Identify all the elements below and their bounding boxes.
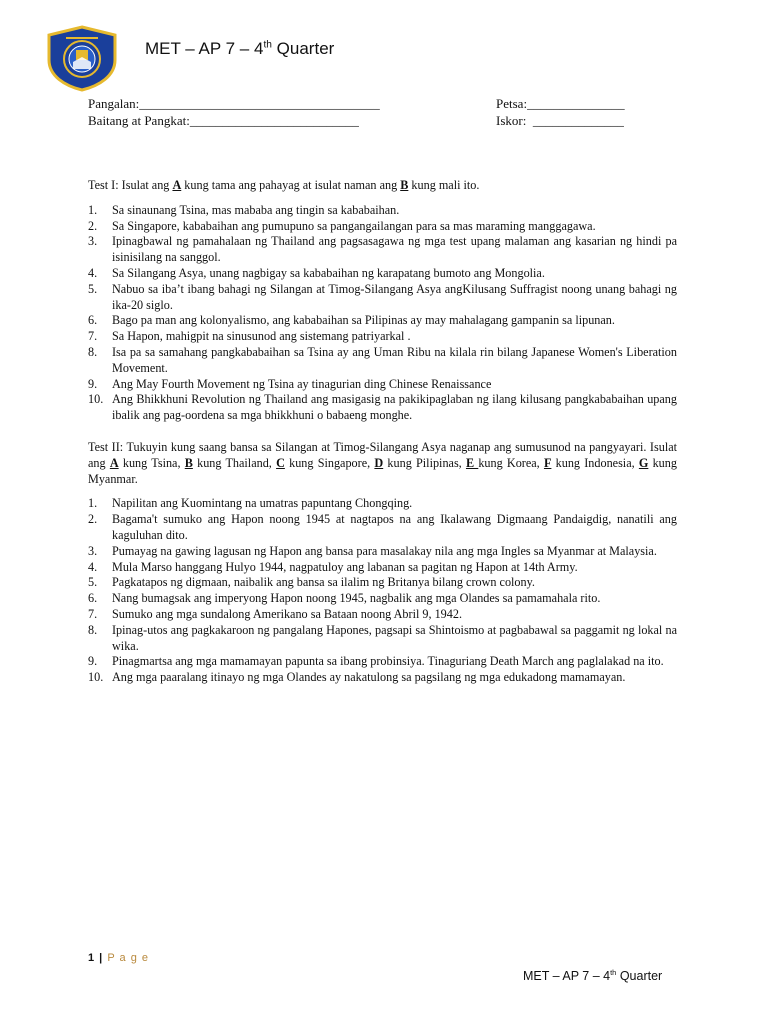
list-item: 4. Sa Silangang Asya, unang nagbigay sa kababaihan ng karapatang bumoto ang Mongolia.	[88, 265, 545, 280]
page-number: 1 | P a g e	[88, 952, 149, 964]
list-item: 1. Napilitan ang Kuomintang na umatras papuntang Chongqing.	[88, 496, 413, 511]
list-item: 3. Ipinagbawal ng pamahalaan ng Thailand ang pagsasagawa ng mga test upang malaman ang kasarian ng hindi pa isinisilang na sanggol.	[88, 234, 677, 265]
list-item: 5. Nabuo sa iba’t ibang bahagi ng Silangan at Timog-Silangang Asya angKilusang Suffragist noong unang bahagi ng ika-20 siglo.	[88, 281, 677, 312]
test2-instructions: Test II: Tukuyin kung saang bansa sa Silangan at Timog-Silangang Asya naganap ang sumusunod na pangyayari. Isulat ang A kung Tsina, B kung Thailand, C kung Singapore, D kung Pilipinas, E kung Korea, F kung Indonesia, G kung Myanmar.	[88, 439, 677, 486]
date-field: Petsa:_______________	[496, 96, 625, 111]
list-item: 2. Sa Singapore, kababaihan ang pumupuno sa pangangailangan para sa mas maraming manggagawa.	[88, 218, 596, 233]
list-item: 6. Nang bumagsak ang imperyong Hapon noong 1945, nagbalik ang mga Olandes sa pamamahala rito.	[88, 591, 601, 606]
list-item: 7. Sa Hapon, mahigpit na sinusunod ang sistemang patriyarkal .	[88, 329, 411, 344]
grade-section-field: Baitang at Pangkat:__________________________	[88, 113, 359, 128]
list-item: 9. Ang May Fourth Movement ng Tsina ay tinagurian ding Chinese Renaissance	[88, 376, 492, 391]
test2-list	[88, 496, 677, 686]
test1-instructions: Test I: Isulat ang A kung tama ang pahayag at isulat naman ang B kung mali ito.	[88, 178, 480, 192]
list-item: 3. Pumayag na gawing lagusan ng Hapon ang bansa para masalakay nila ang mga Ingles sa Myanmar at Malaysia.	[88, 543, 657, 558]
list-item: 1. Sa sinaunang Tsina, mas mababa ang tingin sa kababaihan.	[88, 202, 400, 217]
list-item: 9. Pinagmartsa ang mga mamamayan papunta sa ibang probinsiya. Tinaguriang Death March ang paglalakad na ito.	[88, 654, 664, 669]
footer-title: MET – AP 7 – 4th Quarter	[523, 967, 663, 983]
school-logo	[44, 24, 120, 92]
list-item: 4. Mula Marso hanggang Hulyo 1944, nagpatuloy ang labanan sa pagitan ng Hapon at 14th Army.	[88, 559, 578, 574]
name-field: Pangalan:_____________________________________	[88, 96, 380, 111]
list-item: 8. Isa pa sa samahang pangkababaihan sa Tsina ay ang Uman Ribu na kilala rin bilang Japanese Women's Liberation Movement.	[88, 344, 677, 375]
list-item: 7. Sumuko ang mga sundalong Amerikano sa Bataan noong Abril 9, 1942.	[88, 606, 463, 621]
list-item: 10. Ang Bhikkhuni Revolution ng Thailand ang masigasig na pakikipaglaban ng ilang kilusang pangkababaihan upang ibalik ang pag-oordena sa mga bhikkhuni o babaeng monghe.	[88, 392, 677, 423]
list-item: 8. Ipinag-utos ang pagkakaroon ng pangalang Hapones, pagsapi sa Shintoismo at pagbabawal sa paggamit ng lokal na wika.	[88, 622, 677, 653]
score-field: Iskor: ______________	[496, 113, 624, 128]
test-content	[88, 178, 677, 686]
test1-list	[88, 203, 677, 424]
header-title: MET – AP 7 – 4th Quarter	[145, 39, 335, 58]
list-item: 6. Bago pa man ang kolonyalismo, ang kababaihan sa Pilipinas ay may mahalagang gampanin sa lipunan.	[88, 313, 615, 328]
list-item: 2. Bagama't sumuko ang Hapon noong 1945 at nagtapos na ang Ikalawang Digmaang Pandaigdig, nanatili ang kaguluhan dito.	[88, 512, 677, 542]
list-item: 5. Pagkatapos ng digmaan, naibalik ang bansa sa ilalim ng Britanya bilang crown colony.	[88, 575, 535, 590]
list-item: 10. Ang mga paaralang itinayo ng mga Olandes ay nakatulong sa pagsilang ng mga edukadong mamamayan.	[88, 670, 626, 685]
